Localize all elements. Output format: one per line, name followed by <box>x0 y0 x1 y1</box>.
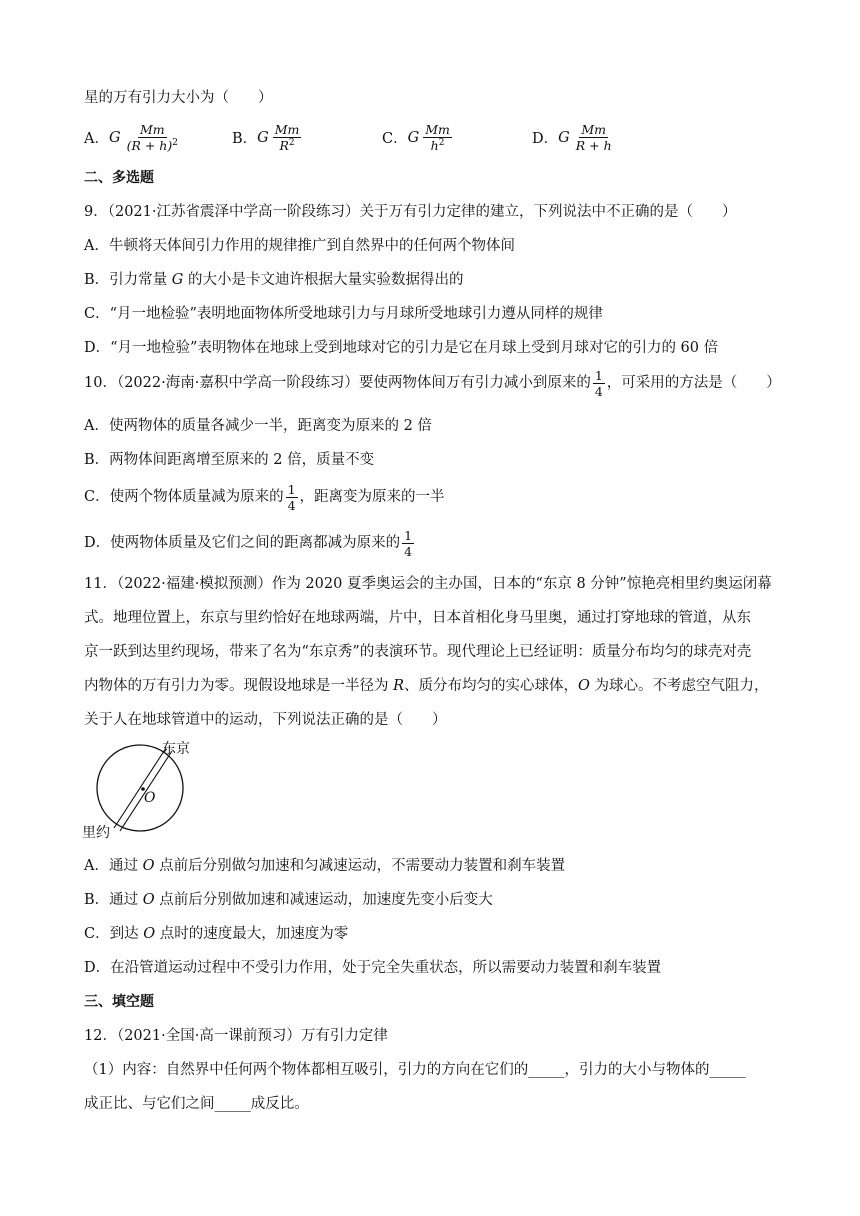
q12-part1-line-1: （1）内容：自然界中任何两个物体都相互吸引，引力的方向在它们的_____，引力的大小与物体的_____ <box>84 1062 746 1078</box>
variable-g: G <box>171 272 184 288</box>
gravity-constant: G <box>558 129 570 146</box>
section-heading-multiple-choice: 二、多选题 <box>84 170 154 186</box>
gravity-constant: G <box>257 129 269 146</box>
q8-option-d <box>532 122 616 153</box>
tunnel-wall-1 <box>114 748 166 828</box>
q8-option-b <box>232 122 303 153</box>
q9-option-a: A．牛顿将天体间引力作用的规律推广到自然界中的任何两个物体间 <box>84 238 515 254</box>
q10-option-b: B．两物体间距离增至原来的 2 倍，质量不变 <box>84 452 375 468</box>
q8-stem-tail: 星的万有引力大小为（ ） <box>84 90 273 106</box>
q10-stem: 10．（2022·海南·嘉积中学高一阶段练习）要使两物体间万有引力减小到原来的 $\frac{1}{4}$ ，可采用的方法是（ ） <box>84 367 781 399</box>
q8-option-c <box>382 122 454 153</box>
section-heading-fill-in: 三、填空题 <box>84 994 154 1010</box>
fraction-one-quarter: $\frac{1}{4}$ <box>594 367 603 399</box>
fraction <box>574 122 614 153</box>
label-rio: 里约 <box>82 825 110 841</box>
denominator: $h^2$ <box>430 138 445 153</box>
fraction-one-quarter: $\frac{1}{4}$ <box>404 527 413 559</box>
q11-stem-line-5: 关于人在地球管道中的运动，下列说法正确的是（ ） <box>84 712 447 728</box>
numerator: Mm <box>425 122 450 137</box>
q10-option-c: C．使两个物体质量减为原来的 $\frac{1}{4}$ ，距离变为原来的一半 <box>84 481 445 513</box>
q12-part1-line-2: 成正比、与它们之间_____成反比。 <box>84 1096 309 1112</box>
q11-option-c: C．到达 O 点时的速度最大，加速度为零 <box>84 926 349 942</box>
label-tokyo: 东京 <box>162 741 190 757</box>
q11-option-d: D．在沿管道运动过程中不受引力作用，处于完全失重状态，所以需要动力装置和刹车装置 <box>84 960 662 976</box>
q8-option-a <box>84 122 182 153</box>
option-label: A． <box>84 131 109 147</box>
q10-option-a: A．使两物体的质量各减少一半，距离变为原来的 2 倍 <box>84 418 432 434</box>
q11-option-b: B．通过 O 点前后分别做加速和减速运动，加速度先变小后变大 <box>84 892 493 908</box>
denominator: $(R + h)^2$ <box>126 138 178 153</box>
q11-stem-line-1: 11．（2022·福建·模拟预测）作为 2020 夏季奥运会的主办国，日本的“东京 8 分钟”惊艳亮相里约奥运闭幕 <box>84 576 772 592</box>
gravity-constant: G <box>407 129 420 146</box>
option-label: B． <box>232 131 258 147</box>
q11-stem-line-2: 式。地理位置上，东京与里约恰好在地球两端，片中，日本首相化身马里奥，通过打穿地球的管道，从东 <box>84 610 751 626</box>
label-center-o: O <box>144 790 156 806</box>
fraction <box>273 122 302 153</box>
q9-stem: 9．（2021·江苏省震泽中学高一阶段练习）关于万有引力定律的建立，下列说法中不正确的是（ ） <box>84 204 737 220</box>
numerator: Mm <box>581 122 606 137</box>
q11-stem-line-4: 内物体的万有引力为零。现假设地球是一半径为 R、质分布均匀的实心球体，O 为球心。不考虑空气阻力， <box>84 678 769 694</box>
denominator: $R^2$ <box>279 138 295 153</box>
fraction <box>125 122 180 153</box>
q11-option-a: A．通过 O 点前后分别做匀加速和匀减速运动，不需要动力装置和刹车装置 <box>84 858 566 874</box>
q9-option-d: D．“月一地检验”表明物体在地球上受到地球对它的引力是它在月球上受到月球对它的引力的 60 倍 <box>84 340 719 356</box>
q9-option-c: C．“月一地检验”表明地面物体所受地球引力与月球所受地球引力遵从同样的规律 <box>84 306 603 322</box>
fraction-one-quarter: $\frac{1}{4}$ <box>287 481 296 513</box>
option-label: C． <box>382 131 408 147</box>
gravity-constant: G <box>108 129 121 146</box>
denominator: R + h <box>575 138 612 153</box>
q12-stem: 12．（2021·全国·高一课前预习）万有引力定律 <box>84 1028 388 1044</box>
fraction <box>423 122 452 153</box>
numerator: Mm <box>139 122 165 137</box>
q9-option-b: B．引力常量 G 的大小是卡文迪许根据大量实验数据得出的 <box>84 272 464 288</box>
q10-option-d: D．使两物体质量及它们之间的距离都减为原来的 $\frac{1}{4}$ <box>84 527 413 559</box>
option-label: D． <box>532 131 559 147</box>
earth-tunnel-diagram <box>82 736 202 840</box>
numerator: Mm <box>274 122 300 137</box>
q11-stem-line-3: 京一跃到达里约现场，带来了名为“东京秀”的表演环节。现代理论上已经证明：质量分布均匀的球壳对壳 <box>84 644 752 660</box>
